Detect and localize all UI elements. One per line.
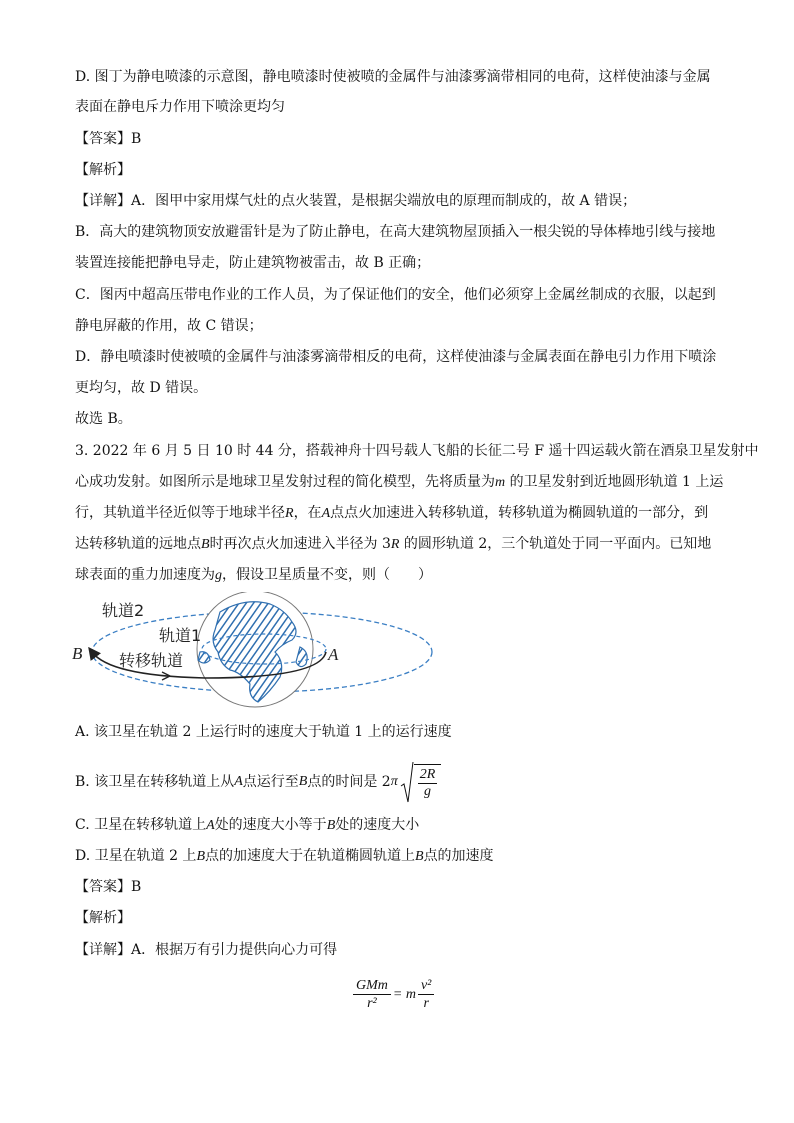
- option-c: C. 卫星在转移轨道上A处的速度大小等于B处的速度大小: [75, 817, 420, 833]
- option-a: A. 该卫星在轨道 2 上运行时的速度大于轨道 1 上的运行速度: [75, 724, 452, 740]
- analysis-label: 【解析】: [75, 910, 131, 926]
- equation-left-fraction: $\frac{\text{GMm}}{\text{r²}}$: [353, 978, 391, 1011]
- equation: [353, 978, 434, 1011]
- equation-right-fraction: $\frac{\text{v²}}{r}$: [418, 978, 434, 1011]
- line: 静电屏蔽的作用，故 C 错误；: [75, 318, 263, 334]
- sqrt-radicand: 2R g: [414, 764, 442, 800]
- line: 故选 B。: [75, 411, 132, 427]
- question-3-line: 行，其轨道半径近似等于地球半径R，在A点点火加速进入转移轨道，转移轨道为椭圆轨道的一部分，到: [75, 505, 709, 521]
- line: D．静电喷漆时使被喷的金属件与油漆雾滴带相反的电荷，这样使油漆与金属表面在静电引力作用下喷涂: [75, 349, 717, 365]
- option-d: D. 卫星在轨道 2 上B点的加速度大于在轨道椭圆轨道上B点的加速度: [75, 848, 494, 864]
- line: D. 图丁为静电喷漆的示意图，静电喷漆时使被喷的金属件与油漆雾滴带相同的电荷，这样使油漆与金属: [75, 69, 711, 85]
- orbit-1-label: 轨道1: [159, 626, 202, 645]
- question-3-line: 球表面的重力加速度为g，假设卫星质量不变，则（ ）: [75, 567, 432, 583]
- line: 【详解】A．根据万有引力提供向心力可得: [75, 942, 338, 958]
- answer-label: 【答案】B: [75, 879, 142, 895]
- equation-equals: = m: [392, 986, 416, 1002]
- analysis-label: 【解析】: [75, 162, 131, 178]
- answer-label: 【答案】B: [75, 131, 142, 147]
- line: 更均匀，故 D 错误。: [75, 380, 208, 396]
- sqrt-sign: [400, 760, 414, 804]
- option-b: B. 该卫星在转移轨道上从 A 点运行至 B 点的时间是 2 π 2R g: [75, 760, 725, 804]
- line: C．图丙中超高压带电作业的工作人员，为了保证他们的安全，他们必须穿上金属丝制成的衣服，以起到: [75, 287, 716, 303]
- line: 表面在静电斥力作用下喷涂更均匀: [75, 99, 285, 115]
- point-A-label: A: [328, 645, 339, 664]
- line: B．高大的建筑物顶安放避雷针是为了防止静电，在高大建筑物屋顶插入一根尖锐的导体棒地引线与接地: [75, 224, 716, 240]
- question-3-line: 3. 2022 年 6 月 5 日 10 时 44 分，搭载神舟十四号载人飞船的长征二号 F 遥十四运载火箭在酒泉卫星发射中: [75, 443, 759, 459]
- point-B-label: B: [72, 644, 83, 663]
- transfer-orbit-label: 转移轨道: [119, 651, 184, 670]
- line: 【详解】A．图甲中家用煤气灶的点火装置，是根据尖端放电的原理而制成的，故 A 错误；: [75, 193, 637, 209]
- orbit-diagram: [70, 592, 440, 710]
- line: 装置连接能把静电导走，防止建筑物被雷击，故 B 正确；: [75, 255, 431, 271]
- question-3-line: 心成功发射。如图所示是地球卫星发射过程的简化模型，先将质量为m 的卫星发射到近地圆形轨道 1 上运: [75, 474, 724, 490]
- question-3-line: 达转移轨道的远地点B时再次点火加速进入半径为 3R 的圆形轨道 2，三个轨道处于同一平面内。已知地: [75, 536, 712, 552]
- orbit-2-label: 轨道2: [102, 601, 145, 620]
